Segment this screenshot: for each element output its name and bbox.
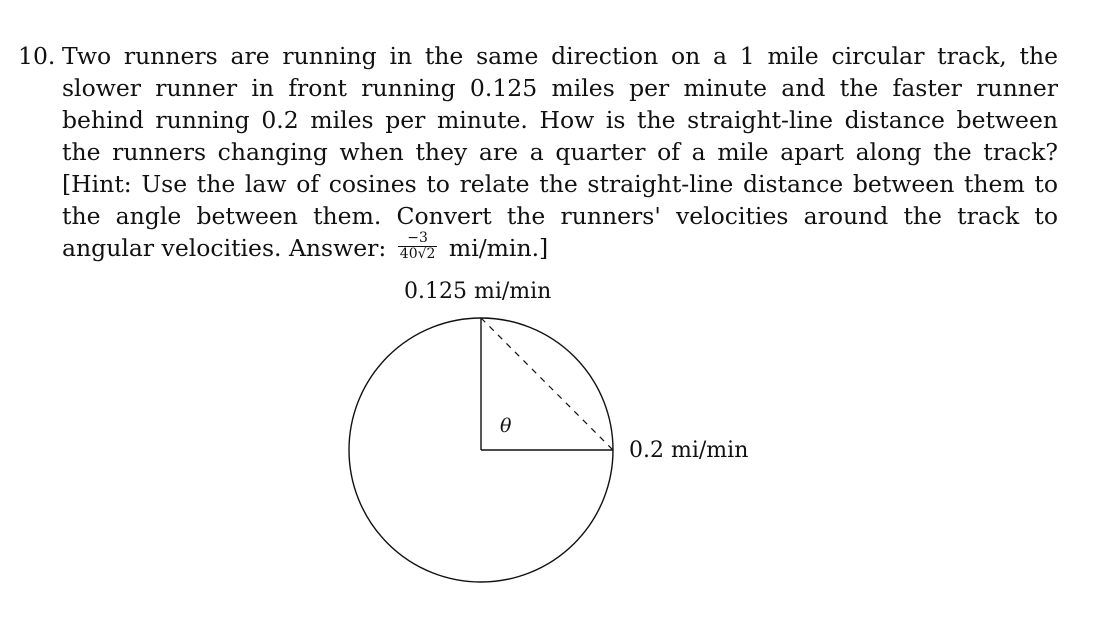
fast-runner-speed-label: 0.2 mi/min (629, 438, 749, 463)
answer-denominator: 40√2 (399, 246, 436, 262)
problem-number: 10. (18, 42, 56, 70)
problem-body: Two runners are running in the same direction on a 1 mile circular track, the slower runner in front running 0.125 miles per minute and the faster runner behind running 0.2 miles per minute. How is the straight-line distance between the runners changing when they are a quarter of a mile apart along the track? [Hint: Use the law of cosines to relate the straight-line distance between them to the angle between them. Convert the runners' velocities around the track to angular velocities. Answer: (62, 42, 1058, 262)
answer-unit: mi/min.] (448, 234, 549, 262)
answer-numerator: −3 (398, 231, 438, 247)
angle-theta-label: θ (500, 415, 512, 437)
slow-runner-speed-label: 0.125 mi/min (404, 279, 552, 304)
